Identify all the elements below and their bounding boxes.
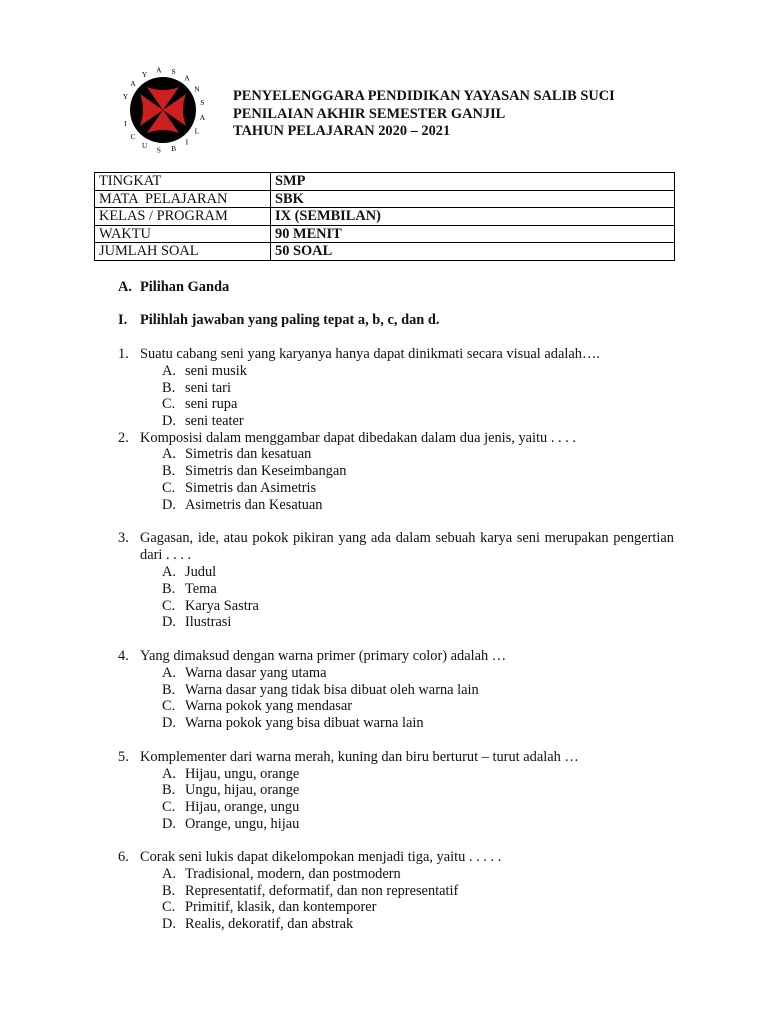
- section-marker: A.: [118, 279, 132, 295]
- document-header: [233, 88, 615, 141]
- logo-letter: S: [156, 145, 161, 155]
- question-number: 5.: [118, 749, 129, 765]
- option-letter: A.: [162, 665, 176, 681]
- option-letter: D.: [162, 916, 176, 932]
- info-label: JUMLAH SOAL: [95, 243, 271, 261]
- option-letter: D.: [162, 413, 176, 429]
- instruction-text: Pilihlah jawaban yang paling tepat a, b, c, dan d.: [140, 312, 440, 328]
- option-text: Representatif, deformatif, dan non representatif: [185, 883, 459, 899]
- option-letter: C.: [162, 899, 176, 915]
- option-text: seni tari: [185, 380, 231, 396]
- answer-option: [162, 598, 259, 615]
- question-number: 1.: [118, 346, 129, 362]
- option-text: Tema: [185, 581, 217, 597]
- option-text: seni teater: [185, 413, 244, 429]
- option-text: Ilustrasi: [185, 614, 232, 630]
- info-value: IX (SEMBILAN): [271, 208, 675, 226]
- question-text: Suatu cabang seni yang karyanya hanya dapat dinikmati secara visual adalah….: [140, 346, 600, 362]
- logo-letter: A: [156, 66, 162, 75]
- option-letter: C.: [162, 698, 176, 714]
- answer-option: [162, 766, 299, 783]
- answer-option: [162, 396, 237, 413]
- option-text: Hijau, ungu, orange: [185, 766, 300, 782]
- option-text: Warna pokok yang mendasar: [185, 698, 353, 714]
- answer-option: [162, 916, 353, 933]
- option-letter: C.: [162, 396, 176, 412]
- yayasan-salib-suci-logo: [113, 66, 213, 166]
- info-label: KELAS / PROGRAM: [95, 208, 271, 226]
- question-text: Corak seni lukis dapat dikelompokan menjadi tiga, yaitu . . . . .: [140, 849, 502, 865]
- option-letter: A.: [162, 766, 176, 782]
- exam-info-table: [94, 172, 675, 261]
- option-letter: B.: [162, 682, 176, 698]
- answer-option: [162, 380, 231, 397]
- info-value: 50 SOAL: [271, 243, 675, 261]
- answer-option: [162, 799, 299, 816]
- option-letter: C.: [162, 480, 176, 496]
- option-text: Warna dasar yang utama: [185, 665, 327, 681]
- option-text: Asimetris dan Kesatuan: [185, 497, 323, 513]
- option-letter: C.: [162, 799, 176, 815]
- option-text: Orange, ungu, hijau: [185, 816, 300, 832]
- option-letter: B.: [162, 463, 176, 479]
- option-text: Tradisional, modern, dan postmodern: [185, 866, 401, 882]
- option-letter: A.: [162, 564, 176, 580]
- option-text: Simetris dan Asimetris: [185, 480, 317, 496]
- table-row: [95, 173, 675, 191]
- logo-letter: C: [130, 131, 136, 141]
- question-number: 4.: [118, 648, 129, 664]
- option-text: Judul: [185, 564, 217, 580]
- header-exam-title: PENILAIAN AKHIR SEMESTER GANJIL: [233, 105, 506, 122]
- answer-option: [162, 413, 244, 430]
- logo-letter: U: [141, 141, 148, 150]
- answer-option: [162, 715, 424, 732]
- answer-option: [162, 782, 299, 799]
- question-text: Gagasan, ide, atau pokok pikiran yang ada dalam sebuah karya seni merupakan pengertian dari . . . .: [140, 530, 674, 563]
- question-number: 6.: [118, 849, 129, 865]
- answer-option: [162, 866, 401, 883]
- question-text: Komplementer dari warna merah, kuning dan biru berturut – turut adalah …: [140, 749, 579, 765]
- option-text: Ungu, hijau, orange: [185, 782, 300, 798]
- logo-letter: S: [200, 98, 205, 108]
- answer-option: [162, 446, 311, 463]
- answer-option: [162, 564, 216, 581]
- option-text: Karya Sastra: [185, 598, 259, 614]
- option-letter: C.: [162, 598, 176, 614]
- option-text: seni rupa: [185, 396, 238, 412]
- option-letter: B.: [162, 883, 176, 899]
- info-label: WAKTU: [95, 225, 271, 243]
- logo-letter: Y: [122, 91, 129, 101]
- answer-option: [162, 816, 299, 833]
- answer-option: [162, 698, 352, 715]
- option-text: seni musik: [185, 363, 247, 379]
- option-text: Warna dasar yang tidak bisa dibuat oleh warna lain: [185, 682, 479, 698]
- option-letter: D.: [162, 715, 176, 731]
- question-number: 2.: [118, 430, 129, 446]
- table-row: [95, 225, 675, 243]
- option-letter: B.: [162, 380, 176, 396]
- info-value: SBK: [271, 190, 675, 208]
- option-text: Simetris dan Keseimbangan: [185, 463, 347, 479]
- logo-letter: I: [185, 137, 189, 147]
- option-letter: A.: [162, 363, 176, 379]
- logo-letter: A: [199, 112, 206, 122]
- answer-option: [162, 665, 326, 682]
- instruction-marker: I.: [118, 312, 128, 328]
- logo-letter: A: [130, 79, 136, 89]
- info-value: SMP: [271, 173, 675, 191]
- logo-letter: I: [124, 119, 127, 129]
- section-title: Pilihan Ganda: [140, 279, 230, 295]
- option-text: Warna pokok yang bisa dibuat warna lain: [185, 715, 424, 731]
- logo-letter: B: [171, 144, 177, 154]
- option-text: Realis, dekoratif, dan abstrak: [185, 916, 354, 932]
- info-value: 90 MENIT: [271, 225, 675, 243]
- table-row: [95, 190, 675, 208]
- header-organization: PENYELENGGARA PENDIDIKAN YAYASAN SALIB SUCI: [233, 88, 615, 104]
- answer-option: [162, 363, 247, 380]
- info-label: TINGKAT: [95, 173, 271, 191]
- option-letter: D.: [162, 816, 176, 832]
- question-text: Komposisi dalam menggambar dapat dibedakan dalam dua jenis, yaitu . . . .: [140, 430, 577, 446]
- question-text: Yang dimaksud dengan warna primer (primary color) adalah …: [140, 648, 507, 664]
- answer-option: [162, 480, 316, 497]
- option-letter: B.: [162, 581, 176, 597]
- answer-option: [162, 614, 231, 631]
- option-text: Simetris dan kesatuan: [185, 446, 312, 462]
- logo-letter: N: [194, 84, 200, 94]
- answer-option: [162, 883, 458, 900]
- option-text: Primitif, klasik, dan kontemporer: [185, 899, 377, 915]
- logo-letter: Y: [141, 70, 148, 79]
- option-letter: D.: [162, 497, 176, 513]
- option-letter: A.: [162, 446, 176, 462]
- table-row: [95, 208, 675, 226]
- answer-option: [162, 899, 376, 916]
- answer-option: [162, 682, 479, 699]
- option-letter: B.: [162, 782, 176, 798]
- answer-option: [162, 497, 322, 514]
- answer-option: [162, 463, 346, 480]
- logo-letter: L: [194, 126, 200, 136]
- header-academic-year: TAHUN PELAJARAN 2020 – 2021: [233, 123, 451, 139]
- answer-option: [162, 581, 217, 598]
- question-number: 3.: [118, 530, 129, 546]
- logo-letter: S: [171, 66, 176, 76]
- table-row: [95, 243, 675, 261]
- option-letter: A.: [162, 866, 176, 882]
- info-label: MATA PELAJARAN: [95, 190, 271, 208]
- logo-letter: A: [184, 73, 190, 83]
- option-letter: D.: [162, 614, 176, 630]
- option-text: Hijau, orange, ungu: [185, 799, 300, 815]
